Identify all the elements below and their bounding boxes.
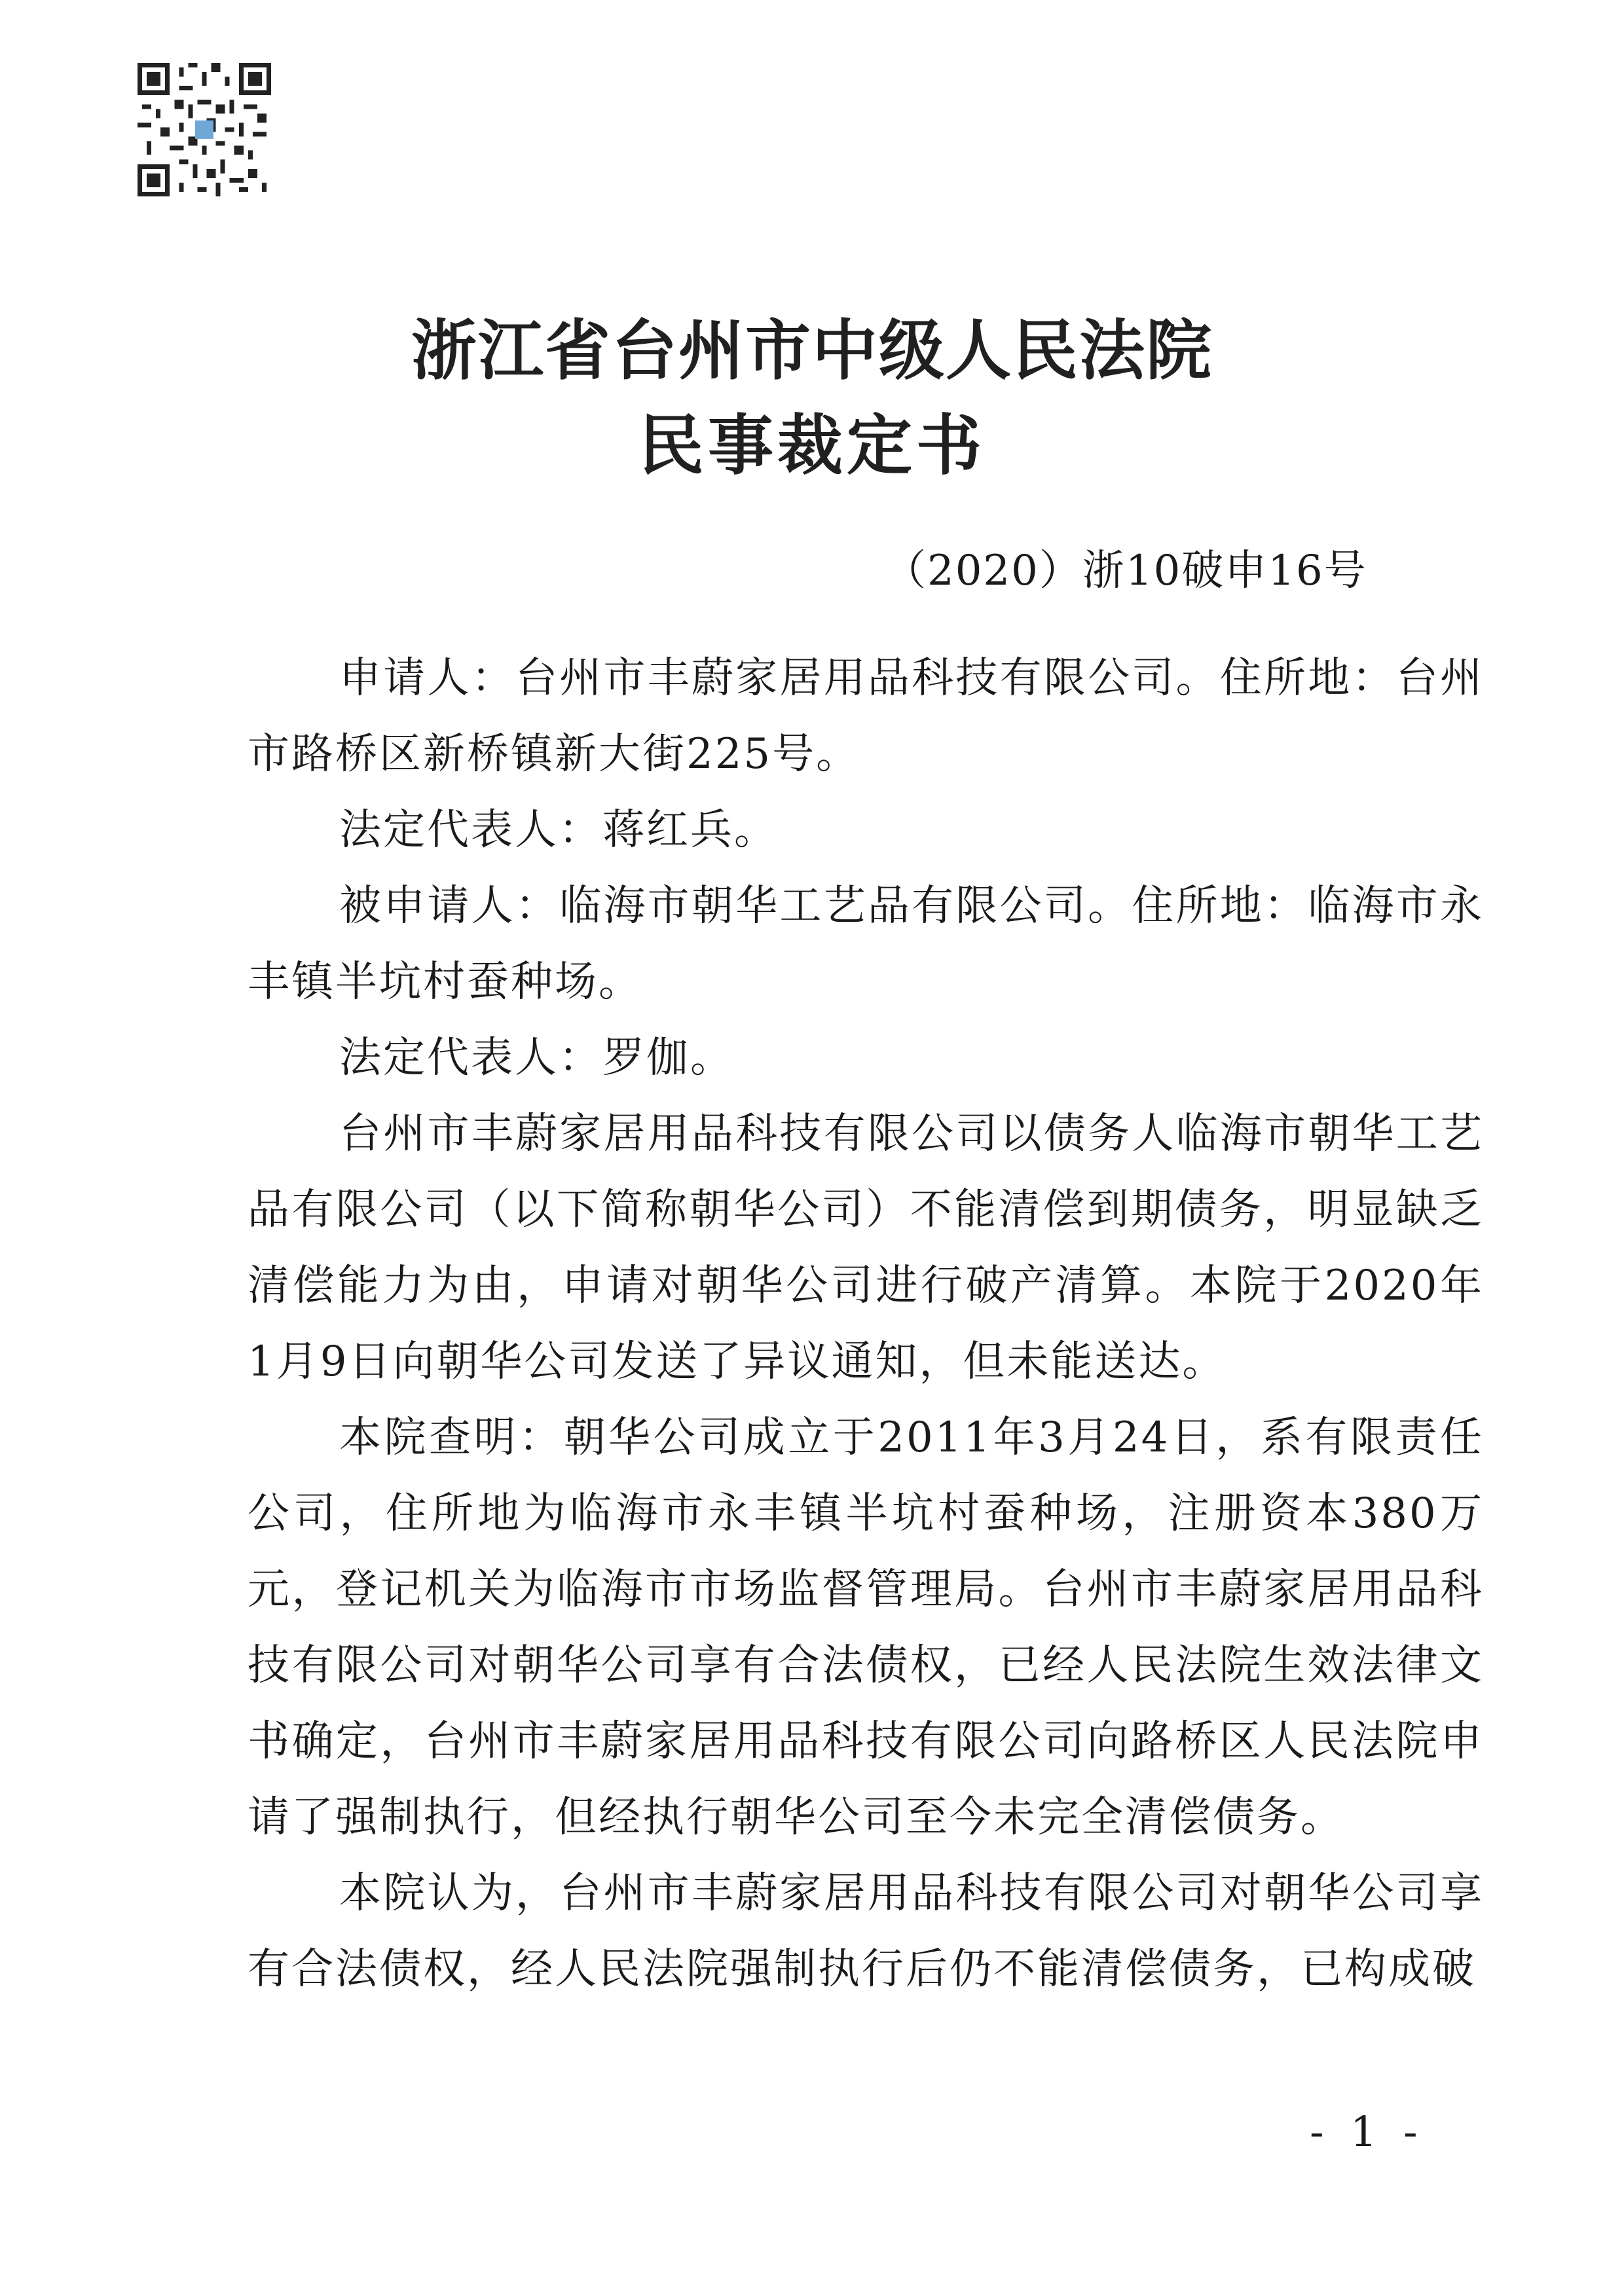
opinion-paragraph: 本院认为，台州市丰蔚家居用品科技有限公司对朝华公司享有合法债权，经人民法院强制执行后仍不能清偿债务，已构成破 — [248, 1869, 1484, 1994]
applicant-representative: 法定代表人：蒋红兵。 — [339, 806, 778, 854]
document-body — [248, 640, 1484, 2007]
applicant-paragraph: 申请人：台州市丰蔚家居用品科技有限公司。住所地：台州市路桥区新桥镇新大街225号。 — [248, 654, 1484, 778]
court-name: 浙江省台州市中级人民法院 — [411, 312, 1213, 389]
respondent-representative: 法定代表人：罗伽。 — [339, 1034, 734, 1082]
findings-paragraph: 本院查明：朝华公司成立于2011年3月24日，系有限责任公司，住所地为临海市永丰镇半坑村蚕种场，注册资本380万元，登记机关为临海市市场监督管理局。台州市丰蔚家居用品科技有限公司对朝华公司享有合法债权，已经人民法院生效法律文书确定，台州市丰蔚家居用品科技有限公司向路桥区人民法院申请了强制执行，但经执行朝华公司至今未完全清偿债务。 — [248, 1413, 1484, 1842]
qr-code-icon — [138, 63, 271, 196]
document-type: 民事裁定书 — [638, 407, 986, 484]
qr-code — [138, 63, 271, 196]
page-number: - 1 - — [1310, 2108, 1424, 2157]
respondent-paragraph: 被申请人：临海市朝华工艺品有限公司。住所地：临海市永丰镇半坑村蚕种场。 — [248, 882, 1484, 1006]
application-paragraph: 台州市丰蔚家居用品科技有限公司以债务人临海市朝华工艺品有限公司（以下简称朝华公司）不能清偿到期债务，明显缺乏清偿能力为由，申请对朝华公司进行破产清算。本院于2020年1月9日向朝华公司发送了异议通知，但未能送达。 — [248, 1110, 1484, 1386]
case-number: （2020）浙10破申16号 — [884, 547, 1367, 595]
